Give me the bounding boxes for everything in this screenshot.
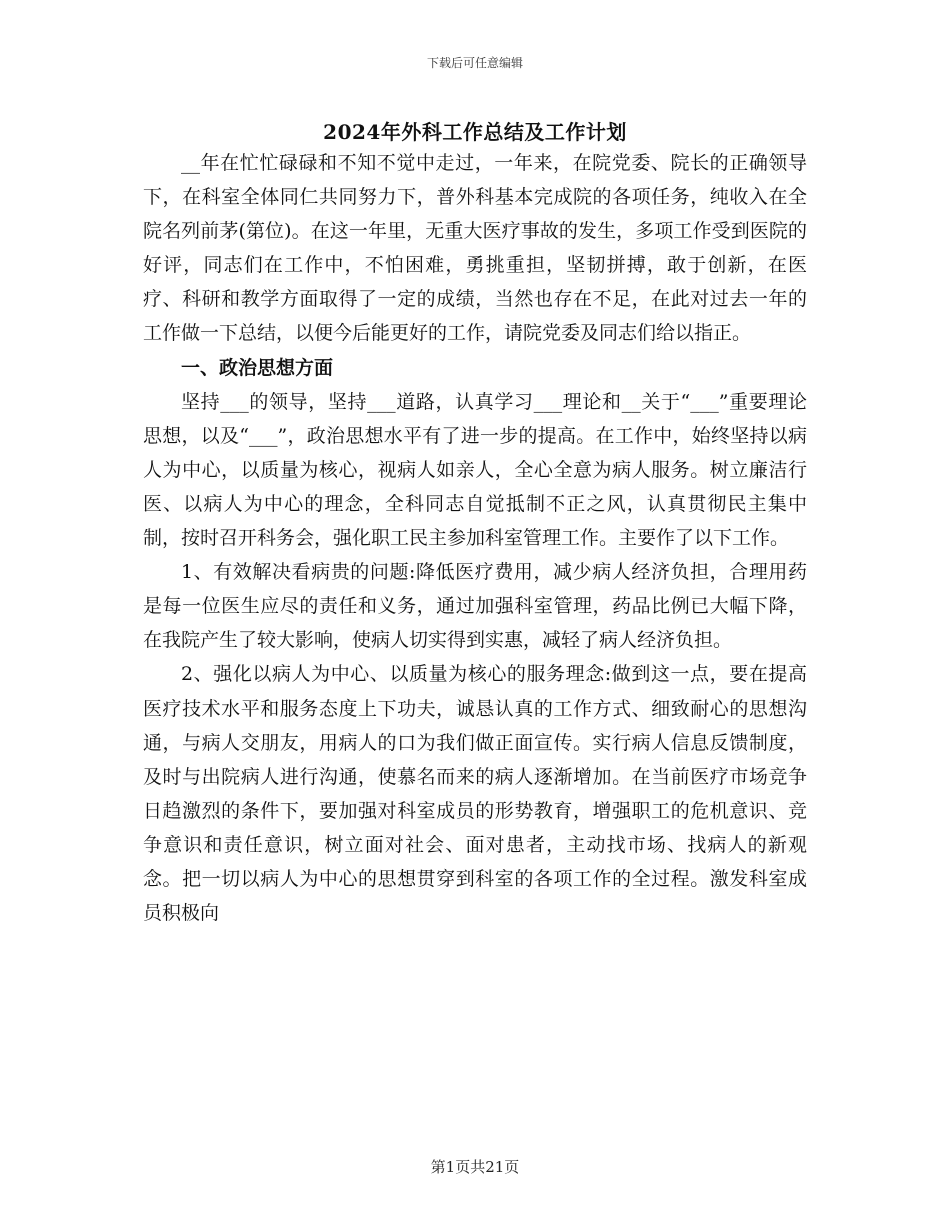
page-footer: 第1页共21页 <box>430 1158 520 1176</box>
paragraph-politics: 坚持___的领导，坚持___道路，认真学习___理论和__关于“___”重要理论思想，以及“___”，政治思想水平有了进一步的提高。在工作中，始终坚持以病人为中心，以质量为核心，视病人如亲人，全心全意为病人服务。树立廉洁行医、以病人为中心的理念，全科同志自觉抵制不正之风，认真贯彻民主集中制，按时召开科务会，强化职工民主参加科室管理工作。主要作了以下工作。 <box>143 390 807 550</box>
document-title: 2024年外科工作总结及工作计划 <box>323 120 627 144</box>
header-note: 下载后可任意编辑 <box>426 56 523 70</box>
paragraph-intro: __年在忙忙碌碌和不知不觉中走过，一年来，在院党委、院长的正确领导下，在科室全体同仁共同努力下，普外科基本完成院的各项任务，纯收入在全院名列前茅(第位)。在这一年里，无重大医疗事故的发生，多项工作受到医院的好评，同志们在工作中，不怕困难，勇挑重担，坚韧拼搏，敢于创新，在医疗、科研和教学方面取得了一定的成绩，当然也存在不足，在此对过去一年的工作做一下总结，以便今后能更好的工作，请院党委及同志们给以指正。 <box>143 152 807 345</box>
paragraph-item-2: 2、强化以病人为中心、以质量为核心的服务理念:做到这一点，要在提高医疗技术水平和服务态度上下功夫，诚恳认真的工作方式、细致耐心的思想沟通，与病人交朋友，用病人的口为我们做正面宣传。实行病人信息反馈制度，及时与出院病人进行沟通，使慕名而来的病人逐渐增加。在当前医疗市场竞争日趋激烈的条件下，要加强对科室成员的形势教育，增强职工的危机意识、竞争意识和责任意识，树立面对社会、面对患者，主动找市场、找病人的新观念。把一切以病人为中心的思想贯穿到科室的各项工作的全过程。激发科室成员积极向 <box>143 663 807 925</box>
document-body <box>143 146 807 930</box>
section-heading-politics: 一、政治思想方面 <box>181 356 334 379</box>
paragraph-item-1: 1、有效解决看病贵的问题:降低医疗费用，减少病人经济负担，合理用药是每一位医生应尽的责任和义务，通过加强科室管理，药品比例已大幅下降，在我院产生了较大影响，使病人切实得到实惠，减轻了病人经济负担。 <box>143 561 807 652</box>
